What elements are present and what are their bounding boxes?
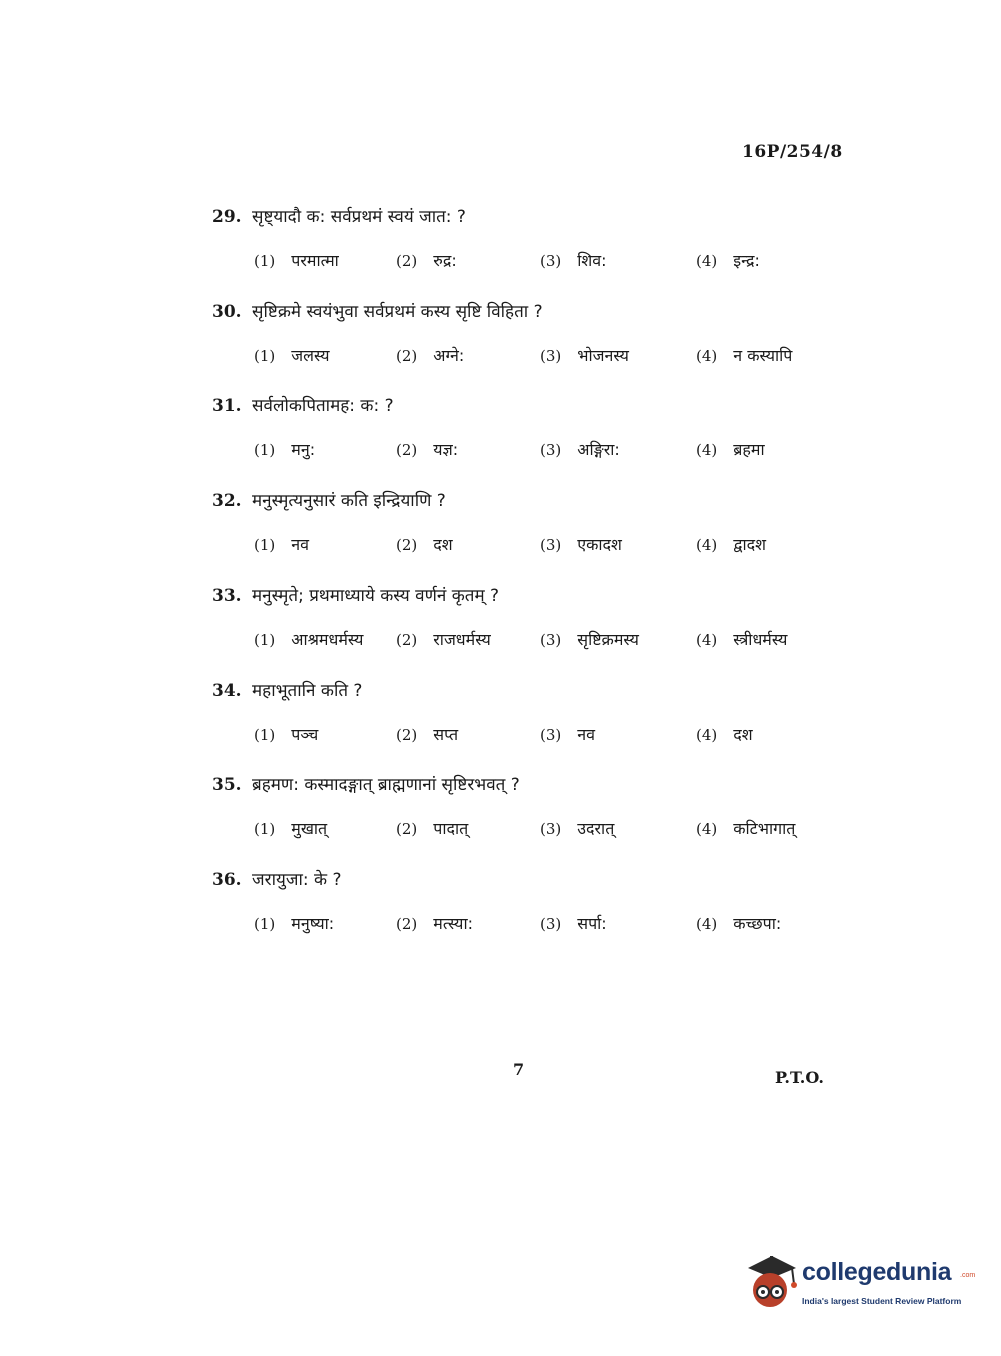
option-label: (4) (696, 536, 718, 554)
option-2 (396, 628, 491, 650)
option-1 (254, 533, 309, 555)
option-label: (2) (396, 347, 418, 365)
option-text: मुखात् (291, 819, 328, 838)
option-label: (4) (696, 252, 718, 270)
option-1 (254, 438, 315, 460)
option-text: ब्रहमा (733, 440, 765, 459)
option-label: (1) (254, 915, 276, 933)
options-row (212, 438, 852, 464)
option-text: राजधर्मस्य (433, 630, 491, 649)
option-2 (396, 912, 473, 934)
question-text: महाभूतानि कति ? (252, 681, 363, 701)
question-34 (212, 678, 852, 749)
option-3 (540, 723, 595, 745)
option-label: (4) (696, 726, 718, 744)
question-32 (212, 488, 852, 559)
options-row (212, 628, 852, 654)
option-text: स्त्रीधर्मस्य (733, 630, 788, 649)
mascot-icon (742, 1250, 800, 1316)
question-text: सृष्टिक्रमे स्वयंभुवा सर्वप्रथमं कस्य सृष्टि विहिता ? (252, 302, 543, 322)
option-text: द्वादश (733, 535, 766, 554)
question-line (212, 393, 852, 416)
option-1 (254, 817, 327, 839)
option-label: (3) (540, 347, 562, 365)
question-33 (212, 583, 852, 654)
option-2 (396, 438, 458, 460)
option-label: (2) (396, 915, 418, 933)
option-label: (4) (696, 915, 718, 933)
option-text: नव (577, 725, 596, 744)
option-label: (1) (254, 536, 276, 554)
option-text: परमात्मा (291, 251, 339, 270)
option-label: (1) (254, 252, 276, 270)
option-label: (2) (396, 631, 418, 649)
option-1 (254, 723, 318, 745)
question-text: ब्रहमण: कस्मादङ्गात् ब्राह्मणानां सृष्टिरभवत् ? (252, 775, 520, 795)
option-text: आश्रमधर्मस्य (291, 630, 364, 649)
option-text: सर्पा: (577, 914, 607, 933)
option-2 (396, 344, 464, 366)
question-line (212, 867, 852, 890)
question-text: सर्वलोकपितामह: क: ? (252, 396, 394, 416)
option-label: (4) (696, 631, 718, 649)
paper-code: 16P/254/8 (742, 142, 843, 162)
option-4 (696, 533, 766, 555)
option-3 (540, 249, 607, 271)
option-text: मनु: (291, 440, 316, 459)
option-label: (3) (540, 252, 562, 270)
option-text: अग्ने: (433, 346, 465, 365)
question-line (212, 488, 852, 511)
option-1 (254, 249, 339, 271)
question-text: मनुस्मृते; प्रथमाध्याये कस्य वर्णनं कृतम् ? (252, 586, 500, 606)
option-4 (696, 249, 760, 271)
question-36 (212, 867, 852, 938)
option-text: नव (291, 535, 310, 554)
option-label: (2) (396, 726, 418, 744)
option-label: (2) (396, 441, 418, 459)
option-3 (540, 533, 622, 555)
option-label: (4) (696, 820, 718, 838)
question-text: मनुस्मृत्यनुसारं कति इन्द्रियाणि ? (252, 491, 446, 511)
option-4 (696, 817, 795, 839)
option-label: (3) (540, 631, 562, 649)
option-text: दश (433, 535, 453, 554)
question-number: 32. (212, 491, 242, 511)
option-label: (1) (254, 631, 276, 649)
logo-domain: .com (960, 1272, 976, 1279)
options-row (212, 723, 852, 749)
question-line (212, 772, 852, 795)
options-row (212, 249, 852, 275)
option-text: पञ्च (291, 725, 319, 744)
logo-tagline: India's largest Student Review Platform (802, 1296, 962, 1306)
option-1 (254, 912, 334, 934)
question-number: 36. (212, 870, 242, 890)
option-text: सप्त (433, 725, 459, 744)
option-text: इन्द्र: (733, 251, 760, 270)
option-3 (540, 628, 639, 650)
option-4 (696, 723, 753, 745)
option-2 (396, 817, 468, 839)
option-2 (396, 723, 458, 745)
option-text: सृष्टिक्रमस्य (577, 630, 639, 649)
option-text: उदरात् (577, 819, 615, 838)
option-label: (3) (540, 726, 562, 744)
option-text: न कस्यापि (733, 346, 793, 365)
option-text: पादात् (433, 819, 469, 838)
option-text: एकादश (577, 535, 622, 554)
option-text: दश (733, 725, 753, 744)
option-label: (2) (396, 252, 418, 270)
logo-wordmark: collegedunia (802, 1258, 952, 1286)
question-30 (212, 299, 852, 370)
option-2 (396, 249, 457, 271)
option-4 (696, 912, 781, 934)
question-line (212, 204, 852, 227)
option-label: (2) (396, 536, 418, 554)
question-29 (212, 204, 852, 275)
question-text: जरायुजा: के ? (252, 870, 342, 890)
option-1 (254, 628, 363, 650)
question-number: 30. (212, 302, 242, 322)
option-4 (696, 344, 792, 366)
question-number: 35. (212, 775, 242, 795)
options-row (212, 912, 852, 938)
option-label: (3) (540, 536, 562, 554)
option-1 (254, 344, 329, 366)
options-row (212, 817, 852, 843)
option-text: शिव: (577, 251, 607, 270)
option-text: अङ्गिरा: (577, 440, 620, 459)
question-number: 29. (212, 207, 242, 227)
option-label: (1) (254, 441, 276, 459)
question-31 (212, 393, 852, 464)
option-text: कच्छपा: (733, 914, 782, 933)
question-35 (212, 772, 852, 843)
option-text: जलस्य (291, 346, 330, 365)
option-3 (540, 817, 614, 839)
option-3 (540, 344, 629, 366)
option-text: भोजनस्य (577, 346, 629, 365)
option-label: (1) (254, 820, 276, 838)
collegedunia-logo (742, 1250, 976, 1320)
question-text: सृष्ट्यादौ क: सर्वप्रथमं स्वयं जात: ? (252, 207, 466, 227)
option-label: (3) (540, 441, 562, 459)
question-number: 33. (212, 586, 242, 606)
option-3 (540, 438, 620, 460)
option-text: कटिभागात् (733, 819, 796, 838)
pto-label: P.T.O. (775, 1068, 824, 1087)
option-label: (1) (254, 726, 276, 744)
option-label: (4) (696, 347, 718, 365)
options-row (212, 344, 852, 370)
option-4 (696, 438, 765, 460)
option-text: यज्ञ: (433, 440, 459, 459)
option-4 (696, 628, 787, 650)
question-line (212, 299, 852, 322)
option-label: (1) (254, 347, 276, 365)
option-2 (396, 533, 453, 555)
option-label: (2) (396, 820, 418, 838)
option-text: मत्स्या: (433, 914, 473, 933)
option-label: (3) (540, 820, 562, 838)
question-number: 34. (212, 681, 242, 701)
option-label: (3) (540, 915, 562, 933)
question-line (212, 583, 852, 606)
page-number: 7 (513, 1060, 525, 1079)
option-text: रुद्र: (433, 251, 457, 270)
option-label: (4) (696, 441, 718, 459)
question-line (212, 678, 852, 701)
option-text: मनुष्या: (291, 914, 335, 933)
options-row (212, 533, 852, 559)
option-3 (540, 912, 607, 934)
question-number: 31. (212, 396, 242, 416)
